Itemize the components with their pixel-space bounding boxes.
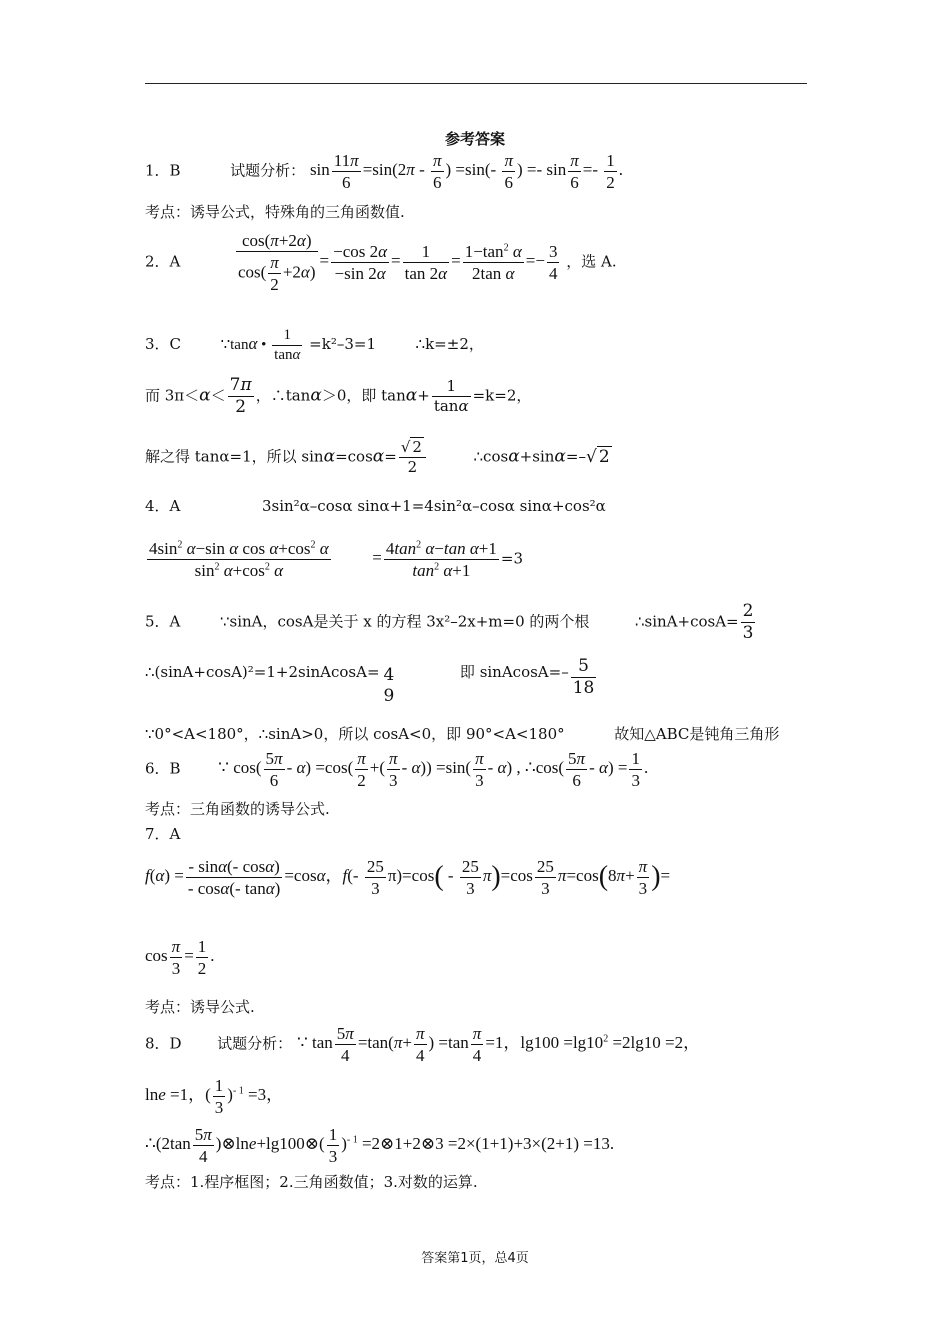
answer-3-l3a: 解之得 tanα=1，所以 sin xyxy=(145,447,324,466)
answer-3-l3d: +sin xyxy=(519,447,555,466)
answer-5-l2b: 即 sinAcosA=– xyxy=(459,663,569,681)
answer-7-formula xyxy=(145,858,670,897)
answer-3-line2: 而 3π＜α＜ $\frac{7\pi}{2}$ ，∴tanα＞0，即 tanα+ $\frac{1}{\tan\alpha}$ =k=2， xyxy=(145,375,532,417)
answer-8 xyxy=(145,1025,700,1064)
answer-1-label: 1．B xyxy=(145,161,181,180)
answer-1 xyxy=(145,152,623,191)
answer-1-tail: 考点：诱导公式，特殊角的三角函数值. xyxy=(145,203,405,221)
answer-5-l3: ∵0°<A<180°，∴sinA>0，所以 cosA<0，即 90°<A<180° xyxy=(145,725,565,743)
answer-6-tail: 考点：三角函数的诱导公式. xyxy=(145,800,330,818)
answer-3-l2d: =k=2， xyxy=(472,386,532,405)
answer-6 xyxy=(145,750,648,789)
answer-8-line3 xyxy=(145,1126,614,1165)
answer-3-l3c: ∴cos xyxy=(473,447,509,466)
answer-4-result: =3 xyxy=(500,549,523,568)
answer-6-formula: ∵ cos( $\frac{5\pi}{6}$ - α) =cos( $\frac{\pi}{2}$ +( $\frac{\pi}{3}$ - α)) =sin( $\frac{\pi}{3}$ - α) , ∴cos( $\frac{5\pi}{6}$ - α) = $\frac{1}{3}$ . xyxy=(218,749,649,790)
answer-4-eq: 3sin²α–cosα sinα+1=4sin²α–cosα sinα+cos²α xyxy=(261,497,606,515)
answer-8-formula-3: ∴(2tan $\frac{5\pi}{4}$ )⊗lne+lg100⊗( $\frac{1}{3}$ )$^{- 1}$ =2⊗1+2⊗3 =2×(1+1)+3×(2+1) =13. xyxy=(145,1125,615,1166)
answer-8-formula-1: ∵ tan $\frac{5\pi}{4}$ =tan(π+ $\frac{\pi}{4}$ ) =tan $\frac{\pi}{4}$ =1，$\lg 100 =\lg 10^2 =2\lg 10 =2$， xyxy=(296,1024,701,1065)
answer-8-lead: 试题分析： xyxy=(217,1034,293,1053)
page-title: 参考答案 xyxy=(444,130,505,148)
answer-5-l1: ∵sinA，cosA是关于 x 的方程 3x²–2x+m=0 的两个根 xyxy=(219,612,590,631)
answer-5: 5．A ∵sinA，cosA是关于 x 的方程 3x²–2x+m=0 的两个根 ∴sinA+cosA= $\frac{2}{3}$ xyxy=(145,601,754,643)
answer-1-formula: sin $\frac{11\pi}{6}$ =sin(2π - $\frac{\pi}{6}$ ) =sin(- $\frac{\pi}{6}$ ) =- sin $\frac{\pi}{6}$ =- $\frac{1}{2}$ . xyxy=(309,151,623,192)
answer-7-tail: 考点：诱导公式. xyxy=(145,998,255,1016)
page-footer: 答案第1页，总4页 xyxy=(421,1251,529,1266)
answer-7-label: 7．A xyxy=(145,825,181,843)
answer-8-label: 8．D xyxy=(145,1034,182,1053)
answer-5-line2: ∴(sinA+cosA)²=1+2sinAcosA= 4 9 即 sinAcosA=– $\frac{5}{18}$ xyxy=(145,656,595,706)
answer-2-formula: cos(π+2α) cos( $\frac{\pi}{2}$ +2α) = $\frac{-\cos 2\alpha}{-\sin 2\alpha}$ = $\frac{1}{\tan 2\alpha}$ = $\frac{1-\tan^2 \alpha}{\text{2tan α}}$ =− $\frac{3}{4}$ xyxy=(237,231,558,294)
answer-3-formula: ∵tanα • $\frac{1}{\tan\alpha}$ xyxy=(220,327,301,363)
answer-2-label: 2．A xyxy=(145,252,181,271)
answer-4-label: 4．A xyxy=(145,497,181,515)
answer-3-l2c: ＞0，即 tan xyxy=(321,386,406,405)
answer-4-frac-2: = $\frac{4\tan^2 \alpha-\tan \alpha+1}{\tan^2 \alpha+1}$ xyxy=(372,539,497,580)
answer-5-l3b: 故知△ABC是钝角三角形 xyxy=(614,725,780,743)
answer-3-l3b: =cos xyxy=(335,447,373,466)
answer-3-line3: 解之得 tanα=1，所以 sinα=cosα= $\frac{√ 2}{2}$ ∴cosα+sinα=–√ 2 xyxy=(145,438,610,476)
answer-7-f: f(α) = $\frac{- \sin\alpha(- \cos\alpha)}{- \cos\alpha(- \tan\alpha)}$ =cosα，f(- $\frac{25}{3}$ π)=cos( - $\frac{25}{3}$ π)=cos $\frac{25}{3}$ π=cos(8π+ $\frac{\pi}{3}$ )= xyxy=(145,857,671,898)
answer-8-formula-2: lne =1，( $\frac{1}{3}$ )$^{- 1}$ =3， xyxy=(145,1076,284,1117)
answer-6-label: 6．B xyxy=(145,759,181,778)
answer-3-label: 3．C xyxy=(145,334,182,353)
answer-8-tail: 考点：1.程序框图；2.三角函数值；3.对数的运算. xyxy=(145,1173,478,1191)
answer-3-k-res: ∴k=±2， xyxy=(415,334,484,353)
answer-3-k-eq: =k²–3=1 xyxy=(309,334,376,353)
answer-4 xyxy=(145,499,606,514)
answer-4-fractions xyxy=(145,540,523,579)
answer-5-l2a: ∴(sinA+cosA)²=1+2sinAcosA= xyxy=(145,663,380,681)
answer-7-r: cos $\frac{\pi}{3}$ = $\frac{1}{2}$ . xyxy=(145,937,215,978)
answer-2-tail: ，选 A. xyxy=(566,252,617,271)
answer-3-l3e: =– xyxy=(565,447,586,466)
header-rule xyxy=(145,83,807,84)
answer-7-result xyxy=(145,938,215,977)
answer-5-line3 xyxy=(145,727,779,742)
answer-5-label: 5．A xyxy=(145,612,181,631)
answer-3-l2b: ，∴tan xyxy=(255,386,311,405)
answer-5-l1b: ∴sinA+cosA= xyxy=(634,612,739,631)
answer-2 xyxy=(145,232,617,293)
answer-3-l2a: 而 3π＜ xyxy=(145,386,200,405)
answer-8-line2 xyxy=(145,1077,283,1116)
answer-3 xyxy=(145,328,484,363)
answer-4-frac-1: $\frac{4\sin^2 \alpha-\sin \alpha \cos \alpha+\cos^2 \alpha}{\sin^2 \alpha+\cos^2 \alpha}$ xyxy=(149,539,329,580)
answer-1-lead: 试题分析： xyxy=(230,161,306,180)
